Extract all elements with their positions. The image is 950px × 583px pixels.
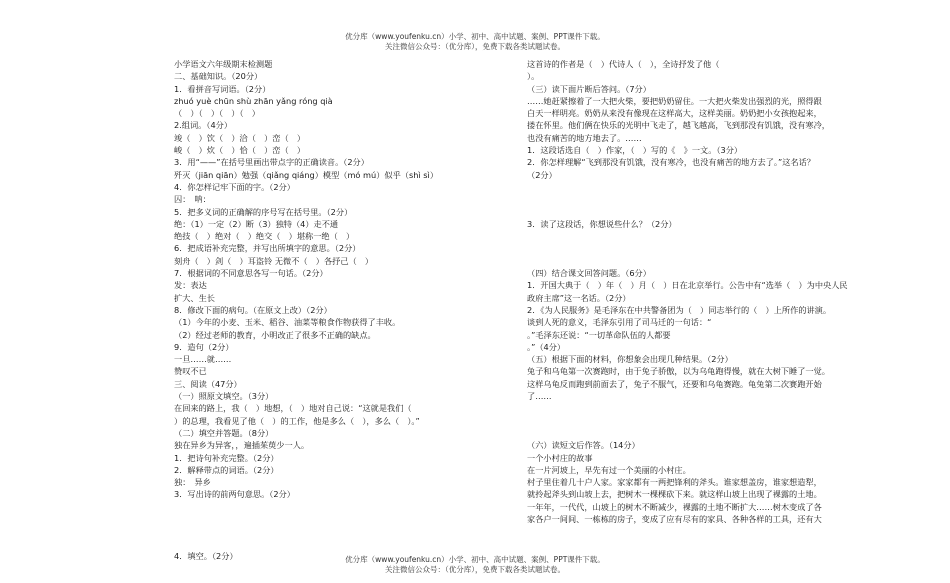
right-text-line: 。”毛泽东还说：“一切革命队伍的人都要 <box>527 329 671 340</box>
left-text-line: 9．造句（2分） <box>174 341 234 352</box>
right-text-line: 一个小村庄的故事 <box>527 452 593 463</box>
right-text-line <box>527 415 872 427</box>
right-text-line: ）。 <box>527 71 540 82</box>
left-text-line: 3．用“——”在括号里画出带点字的正确读音。（2分） <box>174 157 369 168</box>
right-text-line: 在一片河坡上，早先有过一个美丽的小村庄。 <box>527 464 691 475</box>
left-text-line: 绝技（ ）绝对（ ）绝交（ ）堪称一绝（ ） <box>174 231 355 242</box>
left-text-line: 在回来的路上，我（ ）地想，（ ）地对自己说：“这就是我们（ <box>174 403 412 414</box>
left-text-line: zhuó yuè chūn shù zhān yǎng róng qià <box>174 95 333 106</box>
right-text-line: 谈到人死的意义，毛泽东引用了司马迁的一句话：“ <box>527 317 712 328</box>
right-text-line: 搂在怀里。他们俩在快乐的光明中飞走了，越飞越高，飞到那没有饥饿，没有寒冷， <box>527 120 830 131</box>
right-text-line: 2．《为人民服务》是毛泽东在中共警备团为（ ）同志举行的（ ）上所作的讲演。 <box>527 304 832 315</box>
left-text-line: 囚： 呐： <box>174 194 211 205</box>
left-text-line: 4．你怎样记牢下面的字。（2分） <box>174 181 295 192</box>
right-text-line: 就拎起斧头到山坡上去，把树木一棵棵砍下来。就这样山坡上出现了裸露的土地。 <box>527 489 822 500</box>
left-text-line: 二、基础知识。（20分） <box>174 71 263 82</box>
right-text-line: 。”（4分） <box>527 341 566 352</box>
right-text-line: 1．这段话选自（ ）作家，（ ）写的《 》一文。（3分） <box>527 145 743 156</box>
left-text-line: 小学语文六年级期末检测题 <box>174 59 273 69</box>
right-text-line: 这首诗的作者是（ ）代诗人（ ），全诗抒发了他（ <box>527 59 720 69</box>
right-text-line: 了…… <box>527 391 552 402</box>
left-text-line: （1）今年的小麦、玉米、稻谷、油菜等粮食作物获得了丰收。 <box>174 317 401 328</box>
right-text-line: 1．开国大典于（ ）年（ ）月（ ）日在北京举行。公告中有“选举（ ）为中央人民 <box>527 280 848 291</box>
left-text-line: 赞叹不已 <box>174 366 207 377</box>
footer-line-2: 关注微信公众号：（优分库），免费下载各类试题试卷。 <box>385 565 565 574</box>
right-text-line: 2．你怎样理解“飞到那没有饥饿，没有寒冷，也没有痛苦的地方去了。”这名话？ <box>527 157 815 168</box>
right-text-line: （三）读下面片断后答问。（7分） <box>527 83 651 94</box>
left-text-line <box>174 501 504 513</box>
right-text-line <box>527 230 872 242</box>
left-text-line: 发：表达 <box>174 280 207 291</box>
right-text-line <box>527 206 872 218</box>
footer-line-1: 优分库（www.youfenku.cn）小学、初中、高中试题、案例、PPT课件下载。 <box>345 555 605 564</box>
left-column <box>174 58 504 562</box>
right-text-line <box>527 193 872 205</box>
right-text-line: 村子里住着几十户人家。家家都有一两把锋利的斧头。谁家想盖房，谁家想造犁， <box>527 477 822 488</box>
right-text-line: 一年年，一代代，山坡上的树木不断减少，裸露的土地不断扩大……树木变成了各 <box>527 501 822 512</box>
right-text-line: （五）根据下面的材料，你想象会出现几种结果。（2分） <box>527 354 733 365</box>
left-text-line: （二）填空并答题。（8分） <box>174 427 274 438</box>
right-text-line: 白天一样明亮。奶奶从来没有像现在这样高大，这样美丽。奶奶把小女孩抱起来， <box>527 108 822 119</box>
header-line-2: 关注微信公众号：（优分库），免费下载各类试题试卷。 <box>385 42 565 51</box>
right-text-line <box>527 242 872 254</box>
left-text-line <box>174 538 504 550</box>
header-line-1: 优分库（www.youfenku.cn）小学、初中、高中试题、案例、PPT课件下载。 <box>345 32 605 41</box>
left-text-line: （2）经过老师的教育，小明改正了很多不正确的缺点。 <box>174 329 376 340</box>
right-text-line: （四）结合课文回答问题。（6分） <box>527 268 651 279</box>
left-text-line: 1．把诗句补充完整。（2分） <box>174 452 279 463</box>
left-text-line: 绝：（1）一定（2）断（3）独特（4）走不通 <box>174 218 339 229</box>
right-text-line <box>527 402 872 414</box>
left-text-line: 3．写出诗的前两句意思。（2分） <box>174 489 295 500</box>
right-text-line: 政府主席”这一名话。（2分） <box>527 292 631 303</box>
left-text-line: 峻（ ）炊（ ）恰（ ）峦（ ） <box>174 145 306 156</box>
right-text-line <box>527 255 872 267</box>
right-column <box>527 58 872 525</box>
left-text-line: 6．把成语补充完整，并写出所填字的意思。（2分） <box>174 243 361 254</box>
right-text-line: ……她赶紧擦着了一大把火柴，要把奶奶留住。一大把火柴发出强烈的光，照得跟 <box>527 95 822 106</box>
left-text-line: 4．填空。（2分） <box>174 550 238 561</box>
left-text-line <box>174 513 504 525</box>
left-text-line: 三、阅读（47分） <box>174 378 242 389</box>
left-text-line: 5．把多义词的正确解的序号写在括号里。（2分） <box>174 206 353 217</box>
right-text-line: 也没有痛苦的地方地去了。…… <box>527 132 642 143</box>
right-text-line <box>527 181 872 193</box>
left-text-line: 7．根据词的不同意思各写一句话。（2分） <box>174 268 328 279</box>
right-text-line: 家各户一间间、一栋栋的房子，变成了应有尽有的家具、各种各样的工具，还有大 <box>527 513 822 524</box>
left-text-line: 刻舟（ ）剑（ ）耳盗铃 无微不（ ）各抒己（ ） <box>174 255 374 266</box>
right-text-line <box>527 427 872 439</box>
left-text-line: 扩大、生长 <box>174 292 215 303</box>
right-text-line: 这样乌龟反而跑到前面去了，兔子不服气，还要和乌龟赛跑。龟兔第二次赛跑开始 <box>527 378 822 389</box>
left-text-line: 1．看拼音写词语。（2分） <box>174 83 271 94</box>
left-text-line: 独在异乡为异客，，遍插茱萸少一人。 <box>174 440 310 451</box>
right-text-line: （2分） <box>527 169 557 180</box>
right-text-line: （六）读短文后作答。（14分） <box>527 440 640 451</box>
left-text-line: （ ）（ ）（ ）（ ） <box>174 108 260 119</box>
left-text-line: （一）照原文填空。（3分） <box>174 391 274 402</box>
right-text-line: 3．读了这段话，你想说些什么？（2分） <box>527 218 677 229</box>
page-header <box>0 32 950 52</box>
left-text-line <box>174 525 504 537</box>
left-text-line: 一旦……就…… <box>174 354 232 365</box>
page-footer <box>0 555 950 575</box>
left-text-line: 歼灭（jiān qiān）勉强（qiǎng qiáng）模型（mó mú）似乎（shì sì） <box>174 169 439 180</box>
right-text-line: 兔子和乌龟第一次赛跑时，由于兔子骄傲，以为乌龟跑得慢，就在大树下睡了一觉。 <box>527 366 830 377</box>
left-text-line: ）的总理，我看见了他（ ）的工作，他是多么（ ），多么（ ）。” <box>174 415 420 426</box>
left-text-line: 2.组词。（4分） <box>174 120 233 131</box>
left-text-line: 独： 异乡 <box>174 477 211 488</box>
left-text-line: 2．解释带点的词语。（2分） <box>174 464 279 475</box>
left-text-line: 竣（ ）饮（ ）洽（ ）峦（ ） <box>174 132 306 143</box>
left-text-line: 8．修改下面的病句。（在原文上改）（2分） <box>174 304 332 315</box>
